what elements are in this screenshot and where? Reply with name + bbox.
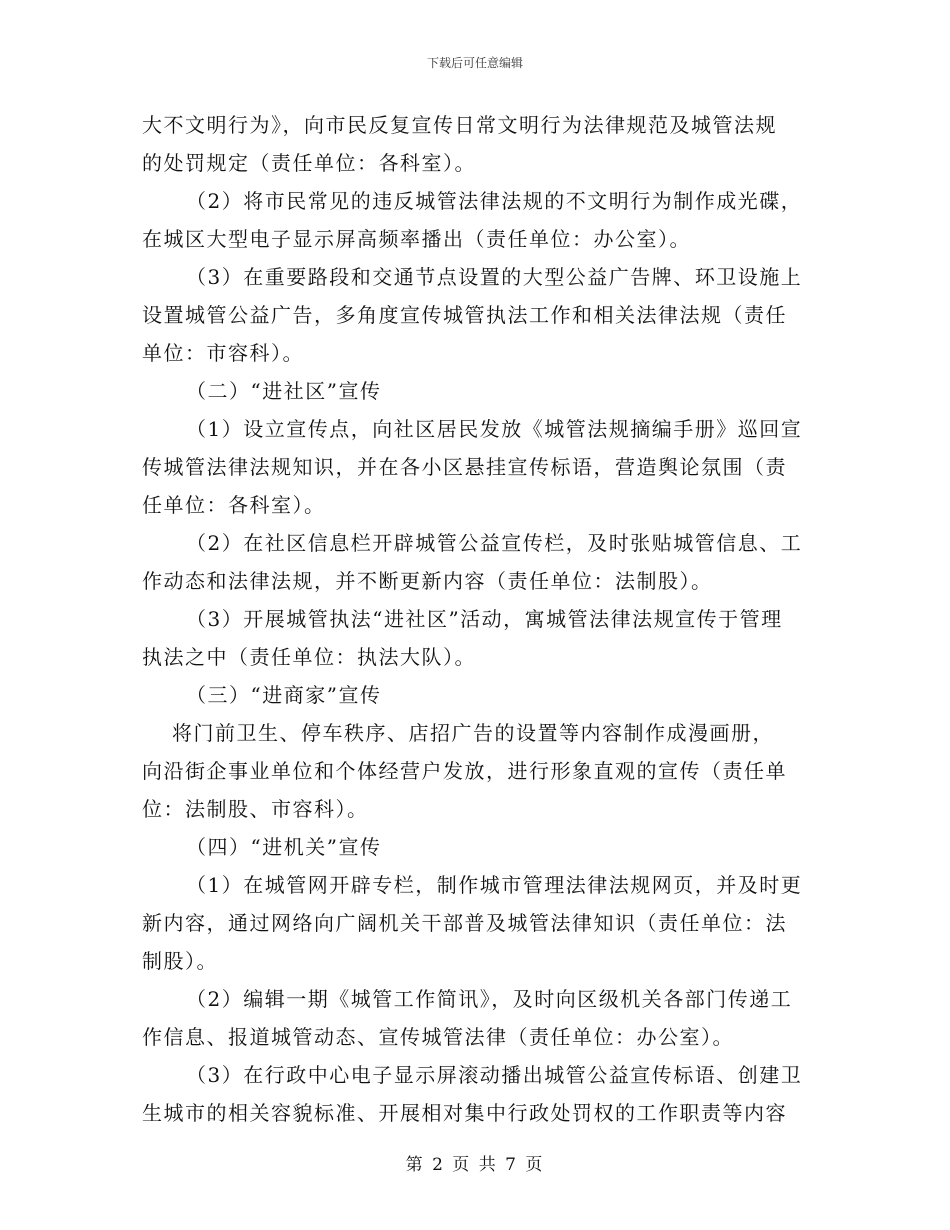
page-number: 第 2 页 共 7 页: [405, 1155, 545, 1175]
text-line: （2）编辑一期《城管工作简讯》，及时向区级机关各部门传递工: [186, 987, 793, 1011]
text-line: 向沿街企事业单位和个体经营户发放，进行形象直观的宣传（责任单: [142, 759, 787, 783]
text-line: 设置城管公益广告，多角度宣传城管执法工作和相关法律法规（责任: [142, 303, 787, 327]
text-line: 位：法制股、市容科）。: [142, 797, 369, 821]
section-heading: （二）“进社区”宣传: [186, 379, 382, 403]
text-line: （1）设立宣传点，向社区居民发放《城管法规摘编手册》巡回宣: [186, 417, 803, 441]
text-line: 传城管法律法规知识，并在各小区悬挂宣传标语，营造舆论氛围（责: [142, 455, 787, 479]
text-line: 新内容，通过网络向广阔机关干部普及城管法律知识（责任单位：法: [142, 911, 787, 935]
text-line: 作动态和法律法规，并不断更新内容（责任单位：法制股）。: [142, 569, 713, 593]
text-line: 制股）。: [142, 949, 218, 973]
text-line: 执法之中（责任单位：执法大队）。: [142, 645, 476, 669]
text-line: 作信息、报道城管动态、宣传城管法律（责任单位：办公室）。: [142, 1025, 734, 1049]
text-line: 单位：市容科）。: [142, 341, 304, 365]
page-header: 下载后可任意编辑: [426, 56, 523, 70]
text-line: 在城区大型电子显示屏高频率播出（责任单位：办公室）。: [142, 227, 691, 251]
document-body: [142, 106, 810, 1132]
text-line: 任单位：各科室）。: [142, 493, 326, 517]
section-heading: （三）“进商家”宣传: [186, 683, 382, 707]
text-line: （2）在社区信息栏开辟城管公益宣传栏，及时张贴城管信息、工: [186, 531, 803, 555]
text-line: 生城市的相关容貌标准、开展相对集中行政处罚权的工作职责等内容: [142, 1101, 787, 1125]
text-line: 将门前卫生、停车秩序、店招广告的设置等内容制作成漫画册，: [172, 721, 774, 745]
text-line: （2）将市民常见的违反城管法律法规的不文明行为制作成光碟，: [186, 189, 803, 213]
text-line: （3）在行政中心电子显示屏滚动播出城管公益宣传标语、创建卫: [186, 1063, 803, 1087]
text-line: （3）在重要路段和交通节点设置的大型公益广告牌、环卫设施上: [186, 265, 803, 289]
text-line: （1）在城管网开辟专栏，制作城市管理法律法规网页，并及时更: [186, 873, 803, 897]
text-line: 大不文明行为》，向市民反复宣传日常文明行为法律规范及城管法规: [142, 113, 777, 137]
text-line: （3）开展城管执法“进社区”活动，寓城管法律法规宣传于管理: [186, 607, 783, 631]
text-line: 的处罚规定（责任单位：各科室）。: [142, 151, 476, 175]
section-heading: （四）“进机关”宣传: [186, 835, 382, 859]
